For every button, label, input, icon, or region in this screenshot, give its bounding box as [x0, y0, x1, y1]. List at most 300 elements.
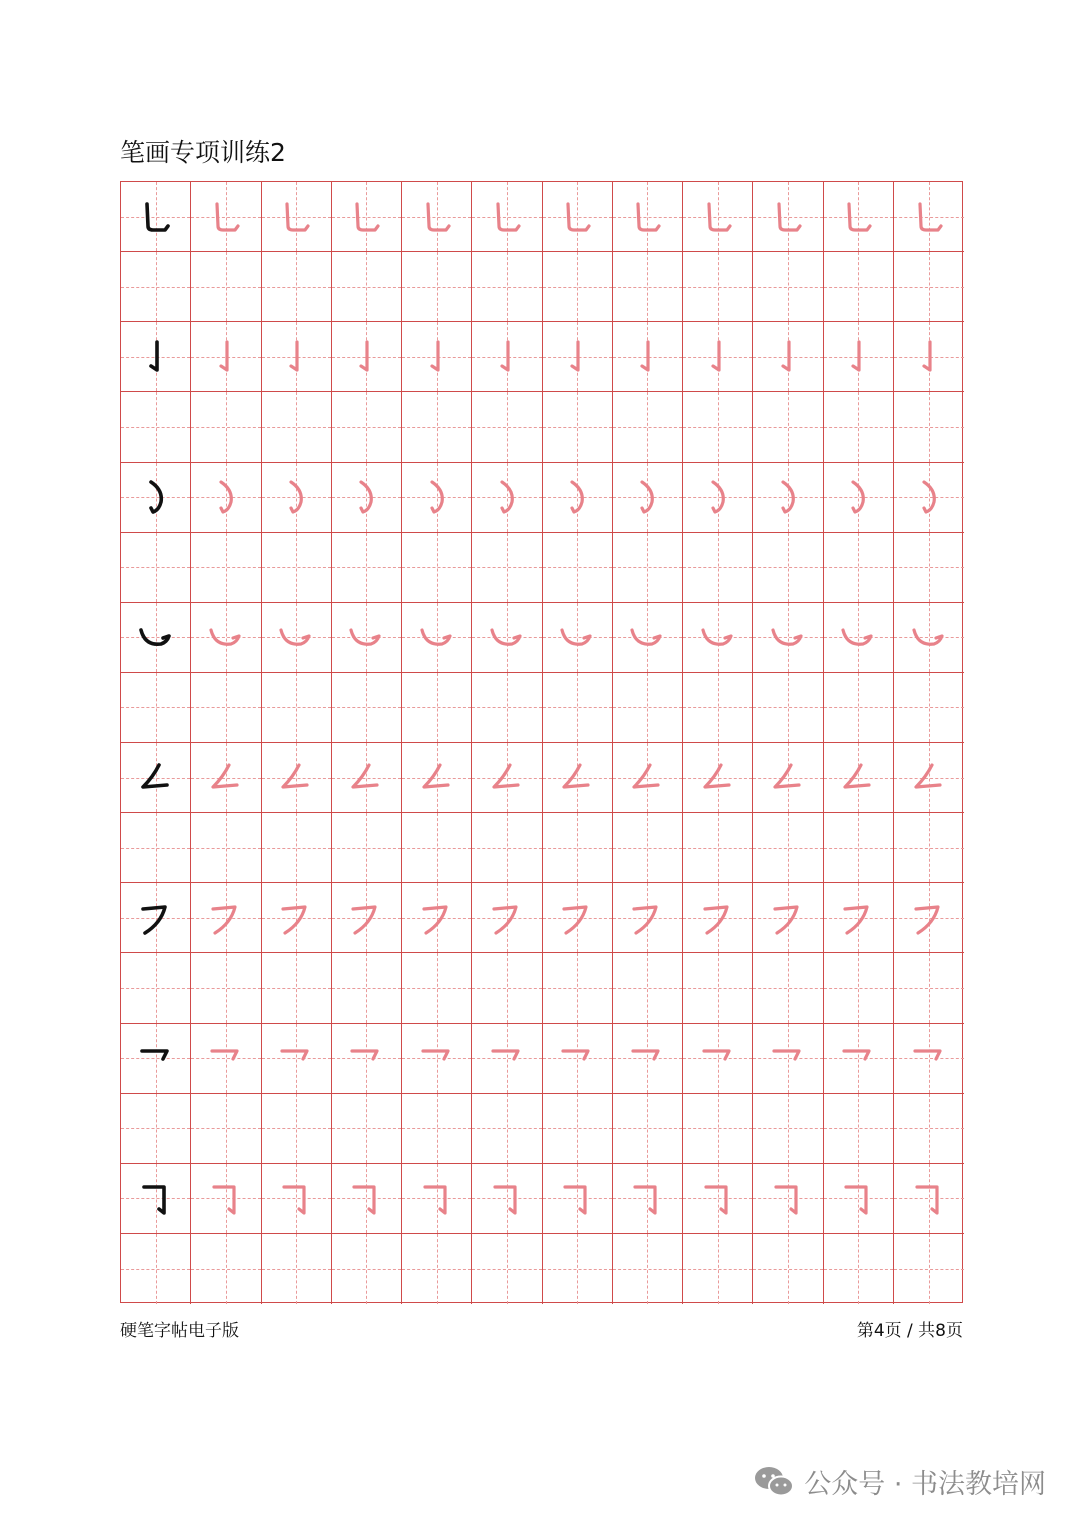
grid-cell	[262, 252, 332, 322]
grid-cell	[332, 883, 402, 953]
grid-cell	[262, 813, 332, 883]
stroke-glyph-hengzhegou	[345, 1177, 387, 1219]
grid-cell	[824, 603, 894, 673]
trace-stroke	[556, 897, 598, 939]
stroke-glyph-hookL	[205, 196, 247, 238]
grid-cell	[472, 603, 542, 673]
model-stroke	[135, 476, 177, 518]
grid-cell	[332, 743, 402, 813]
stroke-glyph-hengzhegou	[908, 1177, 950, 1219]
grid-cell	[472, 743, 542, 813]
stroke-glyph-piezhe	[697, 757, 739, 799]
grid-cell	[683, 1164, 753, 1234]
trace-stroke	[767, 616, 809, 658]
grid-cell	[894, 1024, 964, 1094]
grid-cell	[824, 252, 894, 322]
grid-cell	[191, 392, 261, 462]
trace-stroke	[486, 616, 528, 658]
grid-cell	[543, 743, 613, 813]
grid-cell	[472, 533, 542, 603]
stroke-glyph-henggou	[205, 1037, 247, 1079]
grid-cell	[683, 322, 753, 392]
grid-cell	[683, 1024, 753, 1094]
trace-stroke	[837, 476, 879, 518]
stroke-glyph-bend	[697, 476, 739, 518]
grid-cell	[121, 603, 191, 673]
trace-stroke	[908, 196, 950, 238]
stroke-glyph-henggou	[135, 1037, 177, 1079]
trace-stroke	[908, 1037, 950, 1079]
trace-stroke	[416, 616, 458, 658]
trace-stroke	[556, 196, 598, 238]
stroke-glyph-hookL	[416, 196, 458, 238]
stroke-glyph-bend	[837, 476, 879, 518]
trace-stroke	[486, 1177, 528, 1219]
grid-cell	[543, 1024, 613, 1094]
grid-cell	[262, 673, 332, 743]
grid-cell	[332, 463, 402, 533]
grid-cell	[613, 1164, 683, 1234]
trace-stroke	[697, 1037, 739, 1079]
trace-stroke	[908, 757, 950, 799]
trace-stroke	[486, 1037, 528, 1079]
stroke-glyph-hookL	[626, 196, 668, 238]
grid-cell	[824, 883, 894, 953]
stroke-glyph-piezhe	[275, 757, 317, 799]
trace-stroke	[275, 476, 317, 518]
trace-stroke	[767, 1177, 809, 1219]
grid-cell	[613, 322, 683, 392]
trace-stroke	[486, 897, 528, 939]
stroke-glyph-hengzhegou	[135, 1177, 177, 1219]
grid-cell	[262, 743, 332, 813]
grid-cell	[543, 463, 613, 533]
grid-cell	[753, 953, 823, 1023]
trace-stroke	[275, 1177, 317, 1219]
model-stroke	[135, 336, 177, 378]
grid-cell	[753, 813, 823, 883]
grid-cell	[472, 1094, 542, 1164]
grid-cell	[402, 673, 472, 743]
trace-stroke	[837, 757, 879, 799]
watermark	[754, 1462, 1046, 1501]
trace-stroke	[275, 336, 317, 378]
grid-cell	[121, 252, 191, 322]
grid-cell	[753, 1024, 823, 1094]
grid-cell	[683, 673, 753, 743]
stroke-glyph-hengzhegou	[767, 1177, 809, 1219]
grid-cell	[894, 322, 964, 392]
stroke-glyph-henggou	[908, 1037, 950, 1079]
trace-stroke	[416, 897, 458, 939]
grid-cell	[543, 182, 613, 252]
stroke-glyph-hengpie	[908, 897, 950, 939]
grid-cell	[824, 1094, 894, 1164]
grid-cell	[262, 953, 332, 1023]
stroke-glyph-piezhe	[205, 757, 247, 799]
grid-cell	[753, 1234, 823, 1304]
trace-stroke	[556, 476, 598, 518]
grid-cell	[402, 1164, 472, 1234]
trace-stroke	[626, 476, 668, 518]
stroke-glyph-hookL	[275, 196, 317, 238]
stroke-glyph-hengpie	[205, 897, 247, 939]
grid-cell	[683, 392, 753, 462]
trace-stroke	[837, 336, 879, 378]
grid-cell	[472, 392, 542, 462]
trace-stroke	[767, 757, 809, 799]
trace-stroke	[837, 196, 879, 238]
trace-stroke	[345, 1177, 387, 1219]
trace-stroke	[767, 1037, 809, 1079]
stroke-glyph-piezhe	[345, 757, 387, 799]
grid-cell	[332, 953, 402, 1023]
trace-stroke	[205, 1177, 247, 1219]
grid-cell	[262, 463, 332, 533]
grid-cell	[121, 322, 191, 392]
grid-cell	[683, 463, 753, 533]
grid-cell	[262, 322, 332, 392]
stroke-glyph-lie	[697, 616, 739, 658]
grid-cell	[613, 533, 683, 603]
grid-cell	[824, 322, 894, 392]
trace-stroke	[416, 336, 458, 378]
stroke-glyph-hookL	[908, 196, 950, 238]
stroke-glyph-hengzhegou	[837, 1177, 879, 1219]
grid-cell	[121, 1164, 191, 1234]
stroke-glyph-lie	[556, 616, 598, 658]
grid-cell	[613, 1234, 683, 1304]
grid-cell	[402, 322, 472, 392]
grid-cell	[543, 813, 613, 883]
stroke-glyph-hookL	[135, 196, 177, 238]
grid-cell	[121, 1234, 191, 1304]
grid-cell	[543, 1234, 613, 1304]
grid-cell	[332, 1094, 402, 1164]
grid-cell	[613, 252, 683, 322]
grid-cell	[121, 463, 191, 533]
trace-stroke	[275, 897, 317, 939]
grid-cell	[121, 392, 191, 462]
trace-stroke	[697, 757, 739, 799]
grid-cell	[121, 743, 191, 813]
grid-cell	[191, 252, 261, 322]
grid-cell	[332, 1164, 402, 1234]
grid-cell	[472, 322, 542, 392]
stroke-glyph-hengzhegou	[486, 1177, 528, 1219]
grid-cell	[824, 743, 894, 813]
grid-cell	[753, 182, 823, 252]
stroke-glyph-lie	[345, 616, 387, 658]
trace-stroke	[697, 336, 739, 378]
grid-cell	[683, 182, 753, 252]
stroke-glyph-hengzhegou	[556, 1177, 598, 1219]
grid-cell	[753, 673, 823, 743]
grid-cell	[613, 883, 683, 953]
grid-cell	[613, 463, 683, 533]
trace-stroke	[626, 196, 668, 238]
grid-cell	[613, 182, 683, 252]
trace-stroke	[205, 1037, 247, 1079]
stroke-glyph-vhook	[416, 336, 458, 378]
trace-stroke	[626, 757, 668, 799]
grid-cell	[683, 953, 753, 1023]
stroke-glyph-vhook	[556, 336, 598, 378]
grid-cell	[824, 673, 894, 743]
grid-cell	[121, 1094, 191, 1164]
trace-stroke	[767, 196, 809, 238]
stroke-glyph-lie	[486, 616, 528, 658]
grid-cell	[121, 883, 191, 953]
stroke-glyph-piezhe	[767, 757, 809, 799]
trace-stroke	[908, 476, 950, 518]
stroke-glyph-lie	[837, 616, 879, 658]
stroke-glyph-hengzhegou	[697, 1177, 739, 1219]
grid-cell	[332, 392, 402, 462]
trace-stroke	[205, 336, 247, 378]
grid-cell	[613, 743, 683, 813]
stroke-glyph-hookL	[345, 196, 387, 238]
grid-cell	[683, 533, 753, 603]
grid-cell	[332, 813, 402, 883]
stroke-glyph-hookL	[486, 196, 528, 238]
grid-cell	[683, 743, 753, 813]
grid-cell	[894, 1234, 964, 1304]
trace-stroke	[908, 1177, 950, 1219]
grid-cell	[753, 533, 823, 603]
grid-cell	[753, 1094, 823, 1164]
stroke-glyph-hengzhegou	[205, 1177, 247, 1219]
stroke-glyph-piezhe	[908, 757, 950, 799]
stroke-glyph-vhook	[345, 336, 387, 378]
stroke-glyph-henggou	[697, 1037, 739, 1079]
trace-stroke	[837, 1037, 879, 1079]
grid-cell	[543, 392, 613, 462]
grid-cell	[824, 392, 894, 462]
grid-cell	[683, 603, 753, 673]
trace-stroke	[205, 196, 247, 238]
trace-stroke	[556, 616, 598, 658]
stroke-glyph-vhook	[767, 336, 809, 378]
grid-cell	[332, 182, 402, 252]
trace-stroke	[697, 1177, 739, 1219]
stroke-glyph-henggou	[345, 1037, 387, 1079]
grid-cell	[332, 673, 402, 743]
grid-cell	[121, 813, 191, 883]
grid-cell	[402, 743, 472, 813]
grid-cell	[894, 673, 964, 743]
stroke-glyph-bend	[345, 476, 387, 518]
stroke-glyph-hengpie	[767, 897, 809, 939]
trace-stroke	[767, 897, 809, 939]
watermark-text: 公众号 · 书法教培网	[804, 1469, 1046, 1500]
grid-cell	[824, 1024, 894, 1094]
grid-cell	[613, 1024, 683, 1094]
grid-cell	[894, 252, 964, 322]
model-stroke	[135, 1037, 177, 1079]
grid-cell	[472, 813, 542, 883]
grid-cell	[894, 182, 964, 252]
trace-stroke	[767, 336, 809, 378]
grid-cell	[543, 953, 613, 1023]
grid-cell	[191, 322, 261, 392]
trace-stroke	[416, 757, 458, 799]
stroke-glyph-henggou	[486, 1037, 528, 1079]
stroke-glyph-henggou	[556, 1037, 598, 1079]
stroke-glyph-lie	[908, 616, 950, 658]
page-title: 笔画专项训练2	[120, 138, 286, 167]
trace-stroke	[345, 336, 387, 378]
grid-cell	[262, 533, 332, 603]
trace-stroke	[416, 196, 458, 238]
grid-cell	[613, 603, 683, 673]
grid-cell	[753, 252, 823, 322]
stroke-glyph-piezhe	[486, 757, 528, 799]
trace-stroke	[275, 1037, 317, 1079]
grid-cell	[543, 533, 613, 603]
grid-cell	[472, 1234, 542, 1304]
stroke-glyph-lie	[767, 616, 809, 658]
grid-cell	[543, 322, 613, 392]
grid-cell	[191, 883, 261, 953]
grid-cell	[402, 392, 472, 462]
grid-cell	[824, 1234, 894, 1304]
trace-stroke	[345, 476, 387, 518]
trace-stroke	[486, 196, 528, 238]
grid-cell	[402, 603, 472, 673]
stroke-glyph-hengpie	[275, 897, 317, 939]
grid-cell	[191, 603, 261, 673]
grid-cell	[121, 533, 191, 603]
grid-cell	[191, 743, 261, 813]
stroke-glyph-hengpie	[626, 897, 668, 939]
stroke-glyph-hookL	[697, 196, 739, 238]
grid-cell	[824, 533, 894, 603]
model-stroke	[135, 196, 177, 238]
trace-stroke	[275, 757, 317, 799]
stroke-glyph-piezhe	[556, 757, 598, 799]
grid-cell	[543, 1094, 613, 1164]
trace-stroke	[486, 476, 528, 518]
stroke-glyph-vhook	[908, 336, 950, 378]
grid-cell	[894, 463, 964, 533]
grid-cell	[262, 1234, 332, 1304]
trace-stroke	[626, 1177, 668, 1219]
grid-cell	[332, 1024, 402, 1094]
grid-cell	[824, 813, 894, 883]
trace-stroke	[205, 476, 247, 518]
stroke-glyph-lie	[205, 616, 247, 658]
stroke-glyph-hengpie	[416, 897, 458, 939]
grid-cell	[262, 603, 332, 673]
stroke-glyph-hengpie	[556, 897, 598, 939]
stroke-glyph-hengpie	[486, 897, 528, 939]
grid-cell	[753, 883, 823, 953]
trace-stroke	[767, 476, 809, 518]
footer-book-label: 硬笔字帖电子版	[120, 1321, 239, 1341]
stroke-glyph-bend	[556, 476, 598, 518]
grid-cell	[824, 1164, 894, 1234]
footer-page-number: 第4页 / 共8页	[856, 1321, 963, 1341]
grid-cell	[472, 883, 542, 953]
grid-cell	[894, 743, 964, 813]
grid-cell	[121, 1024, 191, 1094]
stroke-glyph-henggou	[626, 1037, 668, 1079]
grid-cell	[543, 673, 613, 743]
trace-stroke	[486, 757, 528, 799]
stroke-glyph-bend	[486, 476, 528, 518]
trace-stroke	[837, 616, 879, 658]
grid-cell	[262, 182, 332, 252]
trace-stroke	[908, 336, 950, 378]
grid-cell	[894, 392, 964, 462]
grid-cell	[262, 1164, 332, 1234]
grid-cell	[191, 1234, 261, 1304]
grid-cell	[472, 953, 542, 1023]
stroke-glyph-henggou	[275, 1037, 317, 1079]
trace-stroke	[556, 1177, 598, 1219]
stroke-glyph-hengzhegou	[275, 1177, 317, 1219]
grid-cell	[191, 1094, 261, 1164]
grid-cell	[683, 252, 753, 322]
trace-stroke	[626, 897, 668, 939]
stroke-glyph-bend	[205, 476, 247, 518]
grid-cell	[824, 463, 894, 533]
stroke-glyph-bend	[626, 476, 668, 518]
grid-cell	[121, 953, 191, 1023]
grid-cell	[262, 1094, 332, 1164]
grid-cell	[332, 322, 402, 392]
stroke-glyph-henggou	[767, 1037, 809, 1079]
trace-stroke	[275, 196, 317, 238]
grid-cell	[613, 953, 683, 1023]
stroke-glyph-hengpie	[345, 897, 387, 939]
grid-cell	[191, 1024, 261, 1094]
stroke-glyph-henggou	[837, 1037, 879, 1079]
grid-cell	[753, 392, 823, 462]
grid-cell	[543, 1164, 613, 1234]
trace-stroke	[908, 897, 950, 939]
trace-stroke	[556, 757, 598, 799]
stroke-glyph-vhook	[837, 336, 879, 378]
grid-cell	[121, 182, 191, 252]
grid-cell	[332, 252, 402, 322]
trace-stroke	[908, 616, 950, 658]
stroke-glyph-vhook	[205, 336, 247, 378]
stroke-glyph-lie	[135, 616, 177, 658]
grid-cell	[402, 953, 472, 1023]
grid-cell	[191, 533, 261, 603]
grid-cell	[613, 1094, 683, 1164]
grid-cell	[683, 1094, 753, 1164]
trace-stroke	[697, 897, 739, 939]
stroke-glyph-hengpie	[135, 897, 177, 939]
grid-cell	[121, 673, 191, 743]
grid-cell	[332, 603, 402, 673]
trace-stroke	[697, 476, 739, 518]
stroke-glyph-lie	[275, 616, 317, 658]
grid-cell	[894, 1094, 964, 1164]
grid-cell	[191, 813, 261, 883]
grid-cell	[402, 252, 472, 322]
trace-stroke	[205, 757, 247, 799]
grid-cell	[824, 953, 894, 1023]
grid-cell	[824, 182, 894, 252]
stroke-glyph-bend	[275, 476, 317, 518]
grid-cell	[613, 673, 683, 743]
stroke-glyph-hengzhegou	[626, 1177, 668, 1219]
grid-cell	[472, 1024, 542, 1094]
